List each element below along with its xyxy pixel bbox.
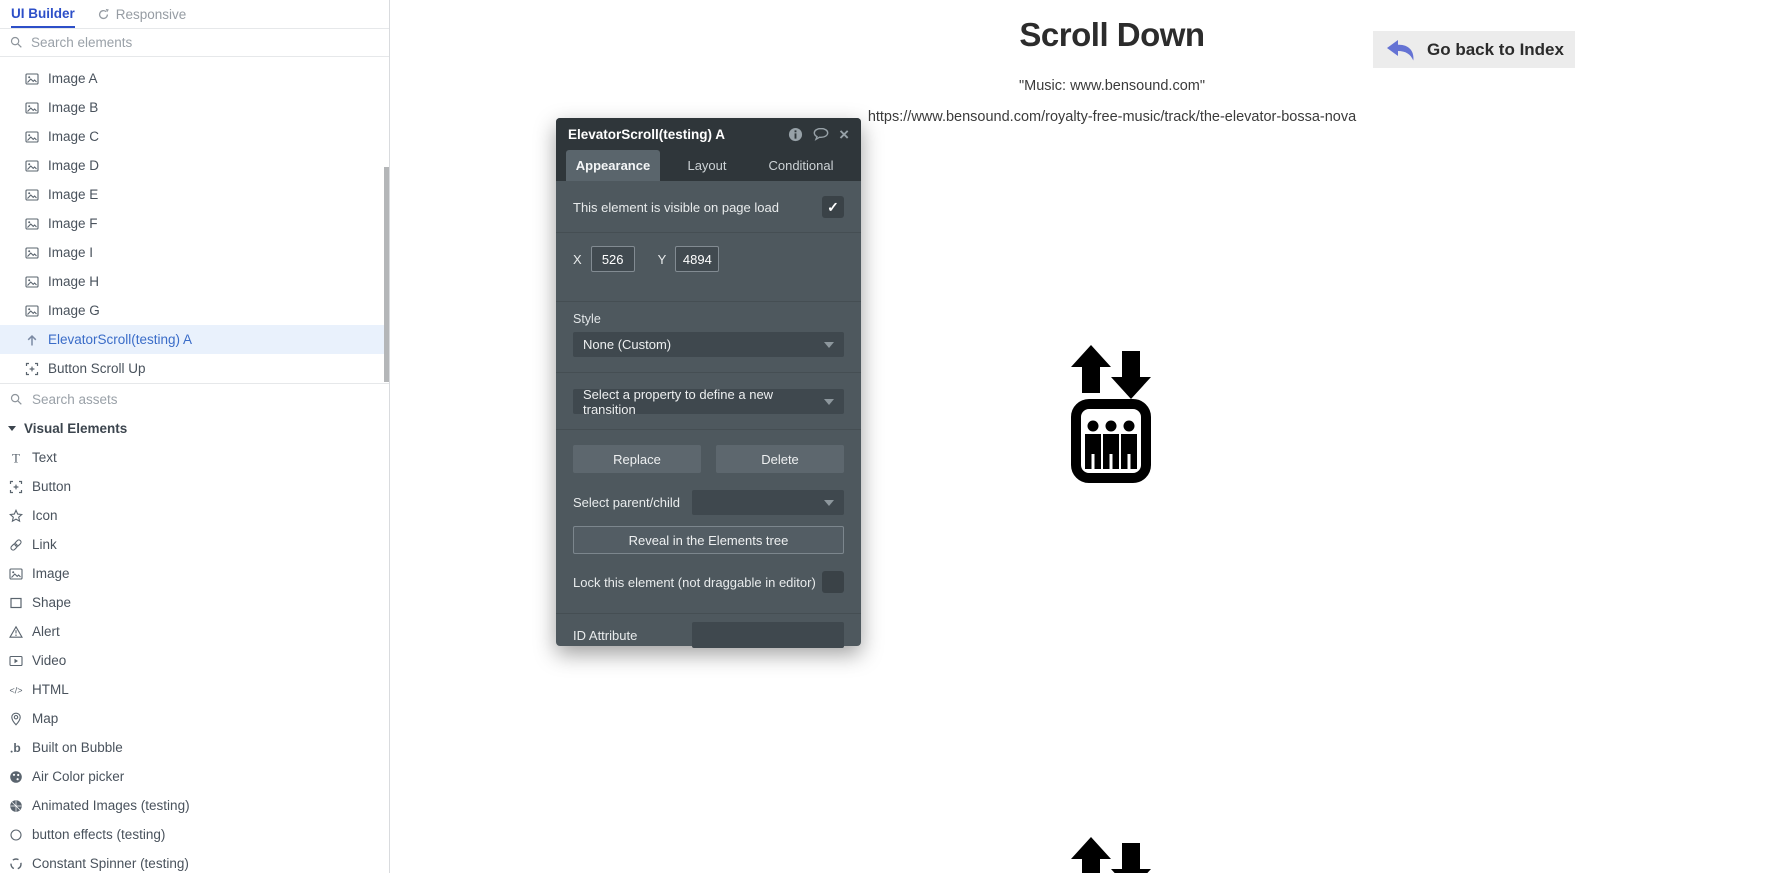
palette-item-image[interactable]: Image	[0, 559, 389, 588]
reply-arrow-icon	[1385, 38, 1415, 62]
tree-item-image-f[interactable]: Image F	[0, 209, 389, 238]
bubble-logo-icon	[8, 741, 23, 755]
panel-divider	[556, 429, 861, 430]
y-coordinate-input[interactable]	[675, 246, 719, 272]
video-icon	[8, 654, 23, 668]
image-icon	[25, 159, 39, 173]
circle-icon	[8, 828, 23, 842]
palette-item-alert[interactable]: Alert	[0, 617, 389, 646]
arrow-up-icon	[25, 333, 39, 347]
comment-icon[interactable]	[813, 126, 829, 142]
chevron-down-icon	[8, 426, 16, 431]
search-elements-bar	[0, 29, 389, 57]
transition-dropdown[interactable]: Select a property to define a new transition	[573, 389, 844, 414]
visual-elements-header[interactable]: Visual Elements	[0, 414, 389, 443]
panel-header[interactable]	[556, 118, 861, 150]
image-icon	[25, 130, 39, 144]
tree-item-image-b[interactable]: Image B	[0, 93, 389, 122]
tree-item-image-g[interactable]: Image G	[0, 296, 389, 325]
go-back-to-index-button[interactable]	[1373, 31, 1575, 68]
lock-element-checkbox[interactable]	[822, 571, 844, 593]
palette-item-video[interactable]: Video	[0, 646, 389, 675]
code-icon	[8, 683, 23, 697]
music-url-text: https://www.bensound.com/royalty-free-music/track/the-elevator-bossa-nova	[867, 109, 1357, 125]
visual-elements-list	[0, 443, 389, 878]
palette-item-built-on-bubble[interactable]: Built on Bubble	[0, 733, 389, 762]
select-parent-child-label: Select parent/child	[573, 495, 680, 510]
palette-item-icon[interactable]: Icon	[0, 501, 389, 530]
button-icon	[8, 480, 23, 494]
text-icon	[8, 451, 23, 465]
close-icon[interactable]: ×	[839, 124, 849, 144]
delete-button[interactable]: Delete	[716, 445, 844, 473]
palette-item-shape[interactable]: Shape	[0, 588, 389, 617]
palette-icon	[8, 770, 23, 784]
elements-tree	[0, 57, 389, 383]
image-icon	[25, 217, 39, 231]
palette-item-animated-images[interactable]: Animated Images (testing)	[0, 791, 389, 820]
refresh-icon	[97, 8, 110, 21]
image-icon	[8, 567, 23, 581]
tree-item-button-scroll-up[interactable]: Button Scroll Up	[0, 354, 389, 383]
tab-appearance[interactable]: Appearance	[566, 150, 660, 181]
tree-item-image-e[interactable]: Image E	[0, 180, 389, 209]
link-icon	[8, 538, 23, 552]
palette-item-html[interactable]: HTML	[0, 675, 389, 704]
panel-tab-bar	[556, 150, 861, 181]
button-element-icon	[25, 362, 39, 376]
sidebar-tab-bar	[0, 0, 389, 29]
y-label: Y	[657, 251, 667, 267]
image-icon	[25, 275, 39, 289]
map-pin-icon	[8, 712, 23, 726]
elevator-icon-bottom[interactable]	[1067, 833, 1155, 873]
search-assets-bar	[0, 384, 389, 414]
tree-item-elevatorscroll-selected[interactable]: ElevatorScroll(testing) A	[0, 325, 389, 354]
search-assets-input[interactable]	[32, 392, 332, 407]
left-sidebar	[0, 0, 390, 873]
tree-item-image-c[interactable]: Image C	[0, 122, 389, 151]
panel-divider	[556, 232, 861, 233]
id-attribute-label: ID Attribute	[573, 627, 638, 643]
image-icon	[25, 304, 39, 318]
chevron-down-icon	[824, 342, 834, 348]
info-icon[interactable]	[787, 126, 803, 142]
shape-icon	[8, 596, 23, 610]
search-icon	[10, 36, 23, 49]
elevator-icon[interactable]	[1067, 341, 1155, 485]
reveal-in-elements-tree-button[interactable]: Reveal in the Elements tree	[573, 526, 844, 554]
music-credit-text: "Music: www.bensound.com"	[1019, 78, 1205, 94]
go-back-label: Go back to Index	[1427, 39, 1564, 59]
palette-item-text[interactable]: Text	[0, 443, 389, 472]
alert-triangle-icon	[8, 625, 23, 639]
tree-item-image-i[interactable]: Image I	[0, 238, 389, 267]
tree-item-image-a[interactable]: Image A	[0, 64, 389, 93]
style-label: Style	[573, 312, 601, 326]
x-coordinate-input[interactable]	[591, 246, 635, 272]
image-icon	[25, 72, 39, 86]
image-icon	[25, 101, 39, 115]
image-icon	[25, 188, 39, 202]
x-label: X	[573, 251, 582, 267]
palette-item-button[interactable]: Button	[0, 472, 389, 501]
tab-ui-builder[interactable]: UI Builder	[11, 0, 75, 28]
visible-on-load-label: This element is visible on page load	[573, 199, 779, 215]
lock-element-label: Lock this element (not draggable in editor)	[573, 574, 816, 590]
panel-divider	[556, 301, 861, 302]
star-icon	[8, 509, 23, 523]
search-icon	[10, 393, 23, 406]
panel-divider	[556, 372, 861, 373]
sidebar-scrollbar[interactable]	[384, 167, 389, 382]
parent-child-dropdown[interactable]	[692, 490, 844, 515]
palette-item-air-color-picker[interactable]: Air Color picker	[0, 762, 389, 791]
palette-item-constant-spinner[interactable]: Constant Spinner (testing)	[0, 849, 389, 878]
property-editor-panel	[556, 118, 861, 646]
palette-item-link[interactable]: Link	[0, 530, 389, 559]
style-dropdown[interactable]: None (Custom)	[573, 332, 844, 357]
page-title: Scroll Down	[1019, 16, 1205, 53]
tab-conditional[interactable]: Conditional	[768, 158, 834, 173]
tree-item-image-h[interactable]: Image H	[0, 267, 389, 296]
palette-item-map[interactable]: Map	[0, 704, 389, 733]
tab-responsive[interactable]: Responsive	[97, 0, 187, 28]
panel-divider	[556, 613, 861, 614]
image-icon	[25, 246, 39, 260]
panel-title: ElevatorScroll(testing) A	[568, 126, 726, 142]
chevron-down-icon	[824, 399, 834, 405]
tab-layout[interactable]: Layout	[687, 158, 727, 173]
spinner-icon	[8, 857, 23, 871]
search-elements-input[interactable]	[31, 35, 331, 50]
chevron-down-icon	[824, 500, 834, 506]
replace-button[interactable]: Replace	[573, 445, 701, 473]
animated-images-icon	[8, 799, 23, 813]
palette-item-button-effects[interactable]: button effects (testing)	[0, 820, 389, 849]
tree-item-image-d[interactable]: Image D	[0, 151, 389, 180]
id-attribute-input[interactable]	[692, 622, 844, 648]
visible-on-load-checkbox[interactable]: ✓	[822, 196, 844, 218]
